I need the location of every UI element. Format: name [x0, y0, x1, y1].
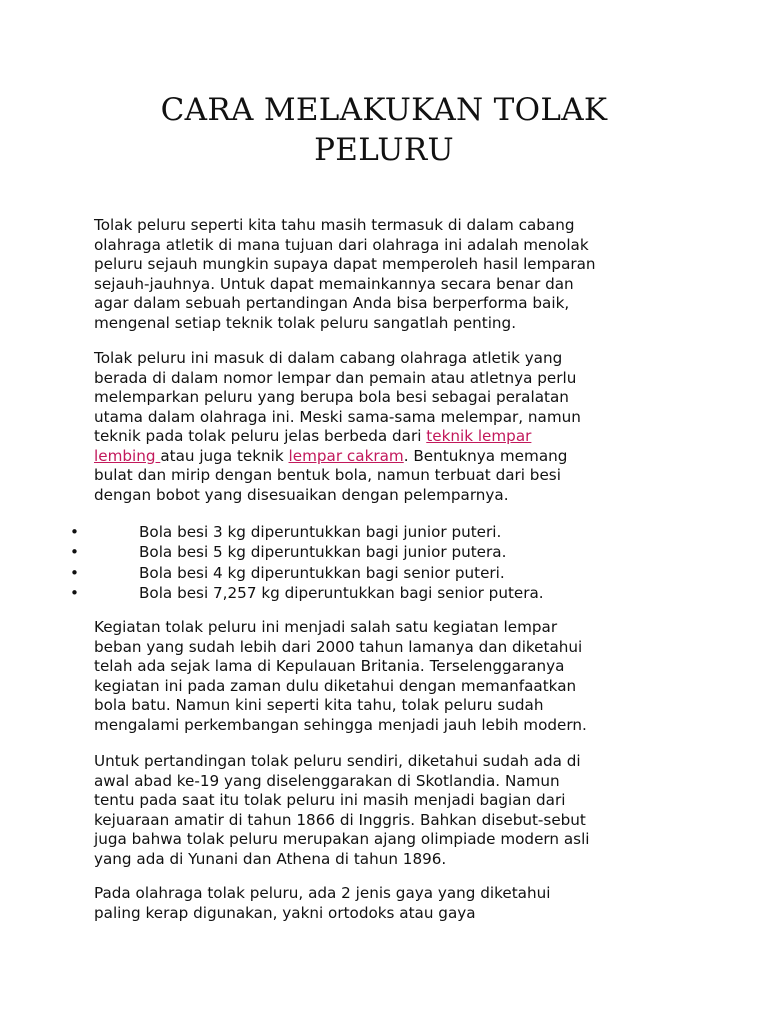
list-item-text: Bola besi 4 kg diperuntukkan bagi senior puteri. [139, 563, 505, 582]
list-item [0, 522, 768, 542]
list-item-text: Bola besi 7,257 kg diperuntukkan bagi senior putera. [139, 583, 544, 602]
paragraph-description-text-3: . Bentuknya memang bulat dan mirip dengan bentuk bola, namun terbuat dari besi dengan bobot yang disesuaikan dengan pelemparnya. [94, 446, 568, 504]
paragraph-description [94, 349, 694, 505]
link-teknik-lempar-lembing[interactable]: teknik lempar lembing [94, 427, 532, 465]
page-title: CARA MELAKUKAN TOLAK PELURU [160, 92, 608, 168]
paragraph-history: Kegiatan tolak peluru ini menjadi salah satu kegiatan lempar beban yang sudah lebih dari 2000 tahun lamanya dan diketahui telah ada sejak lama di Kepulauan Britania. Terselenggaranya kegiatan ini pada zaman dulu diketahui dengan memanfaatkan bola batu. Namun kini seperti kita tahu, tolak peluru sudah mengalami perkembangan sehingga menjadi jauh lebih modern. [94, 618, 587, 734]
bullet-icon: • [70, 563, 79, 582]
list-item [0, 542, 768, 562]
bullet-icon: • [70, 543, 79, 562]
list-item [0, 583, 768, 603]
link-lempar-cakram[interactable]: lempar cakram [288, 446, 404, 465]
ball-weight-list [0, 522, 768, 603]
list-item [0, 563, 768, 583]
paragraph-intro: Tolak peluru seperti kita tahu masih termasuk di dalam cabang olahraga atletik di mana tujuan dari olahraga ini adalah menolak peluru sejauh mungkin supaya dapat memperoleh hasil lemparan sejauh-jauhnya. Untuk dapat memainkannya secara benar dan agar dalam sebuah pertandingan Anda bisa berperforma baik, mengenal setiap teknik tolak peluru sangatlah penting. [94, 216, 596, 332]
list-item-text: Bola besi 5 kg diperuntukkan bagi junior putera. [139, 543, 507, 562]
paragraph-competition: Untuk pertandingan tolak peluru sendiri, diketahui sudah ada di awal abad ke-19 yang diselenggarakan di Skotlandia. Namun tentu pada saat itu tolak peluru ini masih menjadi bagian dari kejuaraan amatir di tahun 1866 di Inggris. Bahkan disebut-sebut juga bahwa tolak peluru merupakan ajang olimpiade modern asli yang ada di Yunani dan Athena di tahun 1896. [94, 752, 590, 868]
paragraph-styles: Pada olahraga tolak peluru, ada 2 jenis gaya yang diketahui paling kerap digunakan, yakni ortodoks atau gaya [94, 884, 551, 922]
paragraph-description-text-2: atau juga teknik [160, 446, 289, 465]
bullet-icon: • [70, 583, 79, 602]
paragraph-description-text-1: Tolak peluru ini masuk di dalam cabang olahraga atletik yang berada di dalam nomor lempar dan pemain atau atletnya perlu melemparkan peluru yang berupa bola besi sebagai peralatan utama dalam olahraga ini. Meski sama-sama melempar, namun teknik pada tolak peluru jelas berbeda dari [94, 349, 581, 445]
list-item-text: Bola besi 3 kg diperuntukkan bagi junior puteri. [139, 523, 502, 541]
bullet-icon: • [70, 523, 79, 541]
